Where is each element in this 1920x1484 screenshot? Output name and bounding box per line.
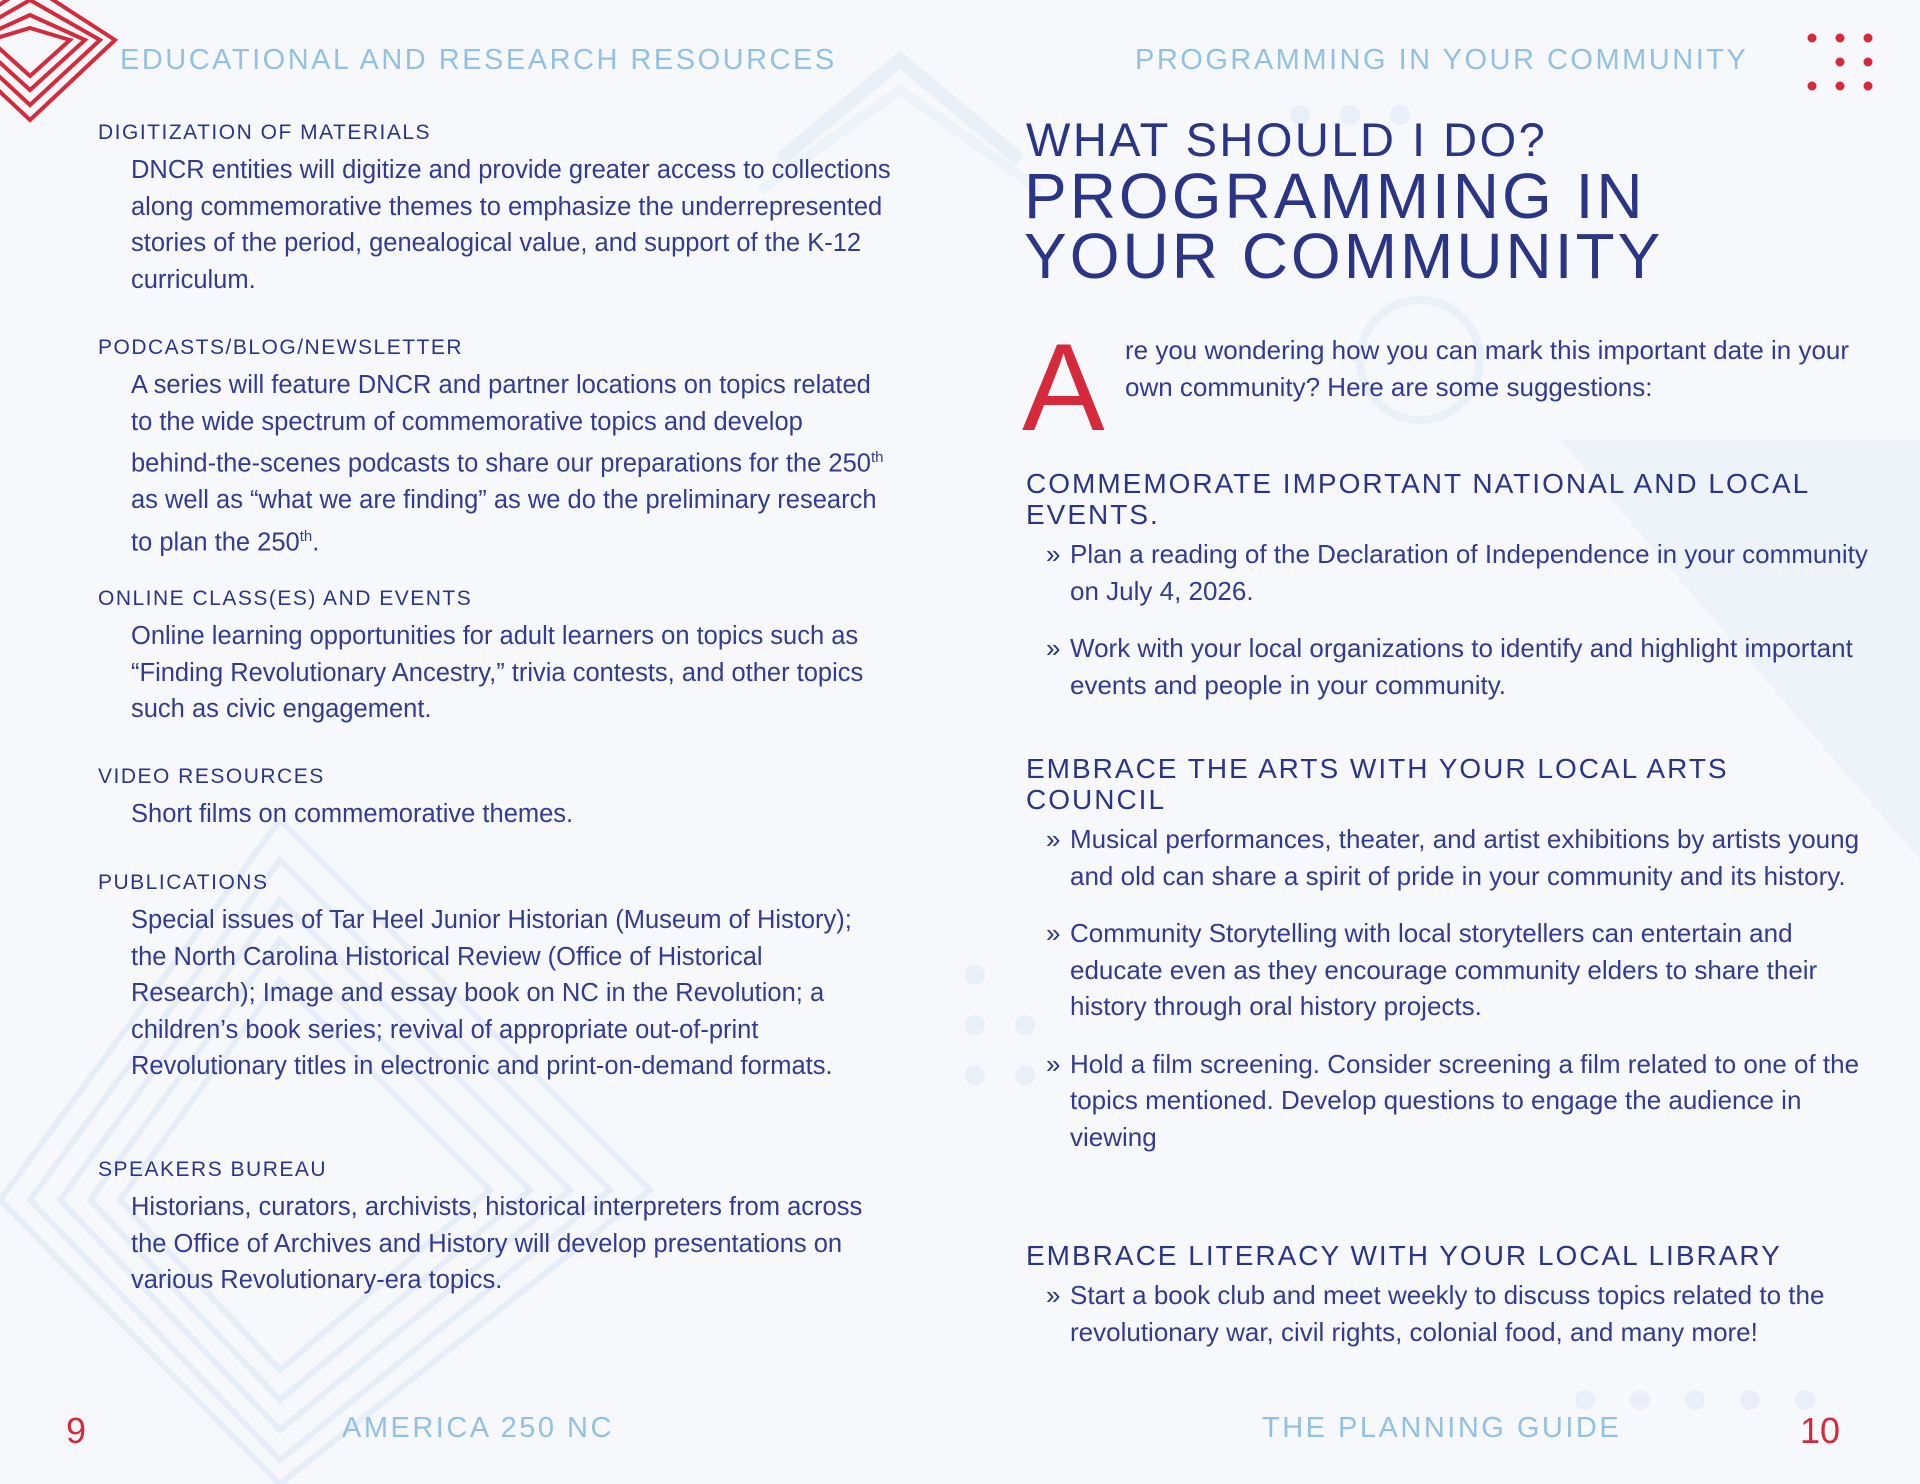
chevron-right-icon: » <box>1046 539 1061 569</box>
list-item <box>1026 915 1880 1025</box>
bullet-text: Plan a reading of the Declaration of Independence in your community on July 4, 2026. <box>1070 539 1868 606</box>
section-heading: SPEAKERS BUREAU <box>98 1158 328 1181</box>
section-body: Historians, curators, archivists, historical interpreters from across the Office of Archives and History will develop presentations on various Revolutionary-era topics. <box>131 1193 863 1294</box>
body-text: A series will feature DNCR and partner locations on topics related to the wide spectrum of commemorative topics and develop behind-the-scenes podcasts to share our preparations for the 250 <box>131 371 871 478</box>
section-heading: PODCASTS/BLOG/NEWSLETTER <box>98 336 464 359</box>
bullet-list <box>1026 1277 1886 1350</box>
section-body <box>131 367 891 561</box>
right-page <box>960 0 1920 1484</box>
section-heading: PUBLICATIONS <box>98 871 269 894</box>
page-title-line: PROGRAMMING IN <box>1024 160 1646 232</box>
bullet-text: Community Storytelling with local storytellers can entertain and educate even as they encourage community elders to share their history through oral history projects. <box>1070 918 1818 1021</box>
section-speakers-bureau <box>98 1157 898 1299</box>
section-commemorate <box>1026 468 1886 703</box>
section-arts <box>1026 753 1886 1155</box>
body-text: as well as “what we are finding” as we do the preliminary research to plan the 250 <box>131 486 877 556</box>
bullet-text: Work with your local organizations to identify and highlight important events and people in your community. <box>1070 633 1853 700</box>
bullet-list <box>1026 821 1886 1155</box>
section-heading: ONLINE CLASS(ES) AND EVENTS <box>98 587 473 610</box>
list-item <box>1026 1046 1880 1156</box>
section-digitization <box>98 120 898 298</box>
section-body: Short films on commemorative themes. <box>131 800 574 828</box>
footer-left: AMERICA 250 NC <box>342 1412 614 1444</box>
bullet-list <box>1026 536 1886 703</box>
footer-right: THE PLANNING GUIDE <box>1262 1412 1622 1444</box>
page-title-line: YOUR COMMUNITY <box>1024 220 1664 292</box>
section-heading: COMMEMORATE IMPORTANT NATIONAL AND LOCAL EVENTS. <box>1026 468 1810 530</box>
section-online-classes <box>98 586 898 728</box>
chevron-right-icon: » <box>1046 633 1061 663</box>
chevron-right-icon: » <box>1046 1280 1061 1310</box>
section-body: Special issues of Tar Heel Junior Historian (Museum of History); the North Carolina Historical Review (Office of Historical Research); Image and essay book on NC in the Revolution; a children’s book series; revival of appropriate out-of-print Revolutionary titles in electronic and print-on-demand formats. <box>131 906 852 1080</box>
section-body: Online learning opportunities for adult learners on topics such as “Finding Revolutionary Ancestry,” trivia contests, and other topics such as civic engagement. <box>131 622 864 723</box>
section-video-resources <box>98 764 898 833</box>
intro-text: re you wondering how you can mark this important date in your own community? Here are some suggestions: <box>1125 335 1850 402</box>
superscript: th <box>870 449 884 466</box>
section-literacy <box>1026 1240 1886 1350</box>
section-heading: DIGITIZATION OF MATERIALS <box>98 121 432 144</box>
section-publications <box>98 870 898 1085</box>
list-item <box>1026 630 1880 703</box>
section-podcasts <box>98 335 898 561</box>
drop-cap: A <box>1022 319 1105 457</box>
section-heading: VIDEO RESOURCES <box>98 765 325 788</box>
left-running-head: EDUCATIONAL AND RESEARCH RESOURCES <box>120 44 837 76</box>
bullet-text: Hold a film screening. Consider screening a film related to one of the topics mentioned. Develop questions to engage the audience in viewing <box>1070 1048 1860 1152</box>
list-item <box>1026 1277 1880 1350</box>
bullet-text: Start a book club and meet weekly to discuss topics related to the revolutionary war, civil rights, colonial food, and many more! <box>1070 1280 1825 1347</box>
list-item <box>1026 821 1880 894</box>
chevron-right-icon: » <box>1046 824 1061 854</box>
list-item <box>1026 536 1880 609</box>
kicker-heading: WHAT SHOULD I DO? <box>1026 113 1548 166</box>
right-running-head: PROGRAMMING IN YOUR COMMUNITY <box>1135 44 1749 76</box>
page-number-left: 9 <box>66 1410 87 1451</box>
page-title <box>1024 160 1884 292</box>
body-text: . <box>312 528 320 556</box>
chevron-right-icon: » <box>1046 1048 1061 1079</box>
section-heading: EMBRACE THE ARTS WITH YOUR LOCAL ARTS COUNCIL <box>1026 753 1729 815</box>
superscript: th <box>299 527 313 545</box>
page-number-right: 10 <box>1800 1410 1841 1451</box>
section-heading: EMBRACE LITERACY WITH YOUR LOCAL LIBRARY <box>1026 1240 1782 1271</box>
section-body: DNCR entities will digitize and provide greater access to collections along commemorative themes to emphasize the underrepresented stories of the period, genealogical value, and support of the K-12 curriculum. <box>131 156 891 294</box>
bullet-text: Musical performances, theater, and artist exhibitions by artists young and old can share a spirit of pride in your community and its history. <box>1070 824 1860 891</box>
chevron-right-icon: » <box>1046 918 1061 948</box>
